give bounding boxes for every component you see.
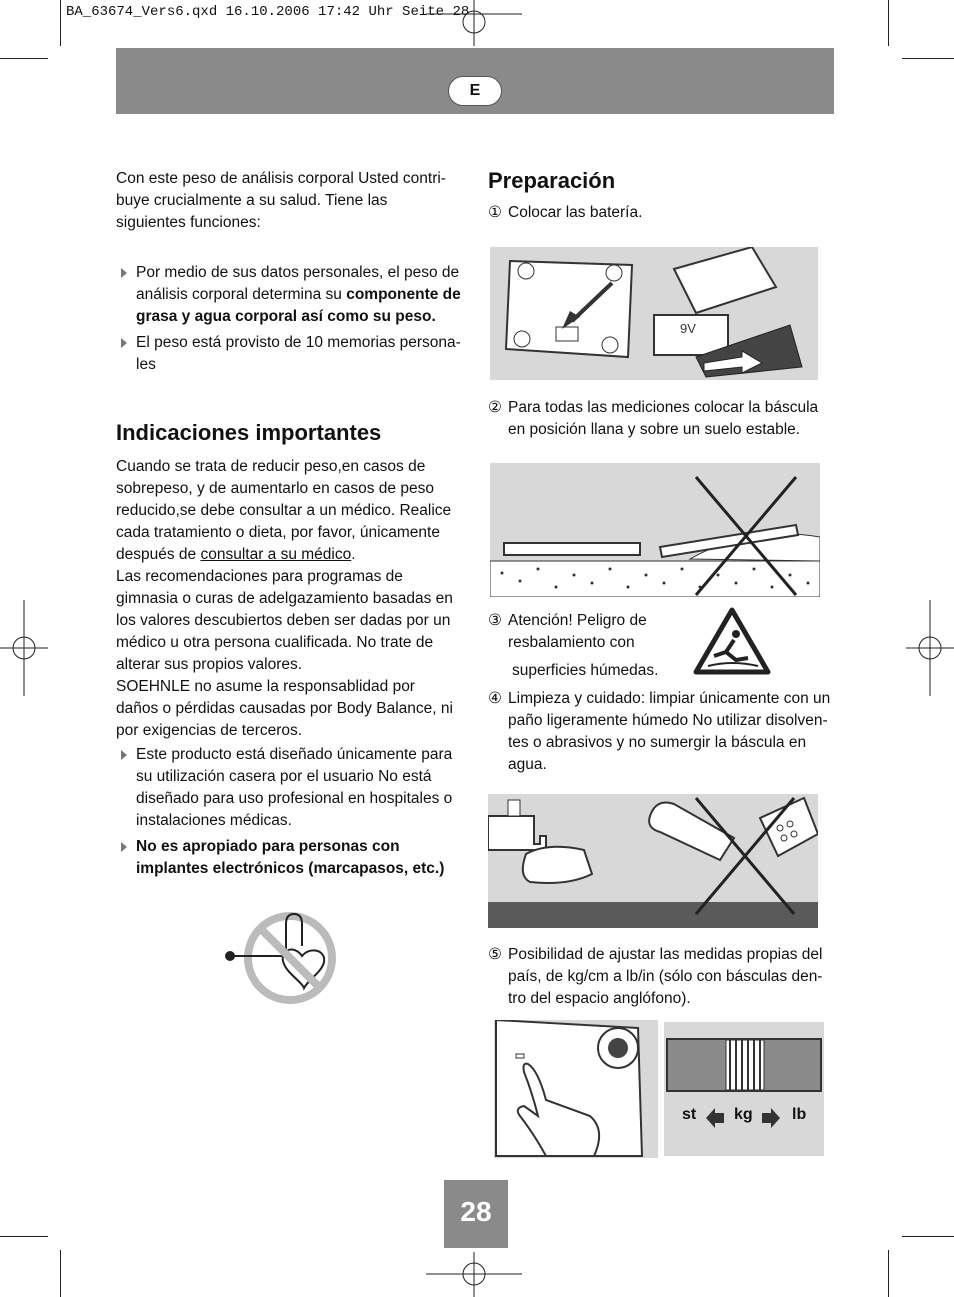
paragraph: Las recomendaciones para programas de gimnasia o curas de adelgazamiento basadas en los valores descubiertos deben ser dadas por un médico u otra persona cualificada. No trate de alterar sus propios valores. — [116, 568, 453, 673]
list-item: Este producto está diseñado únicamente para su utilización casera por el usuario No está diseñado para uso profesional en hospitales o instalaciones médicas. — [116, 744, 461, 832]
arrow-right-icon — [762, 1108, 780, 1128]
cleaning-illustration — [488, 794, 818, 928]
crop-mark — [0, 58, 48, 59]
crop-mark — [888, 1250, 889, 1297]
registration-mark-right — [906, 600, 954, 696]
indicaciones-section — [116, 420, 461, 884]
slippery-warning-icon — [692, 606, 772, 676]
crop-mark — [902, 58, 954, 59]
unit-kg: kg — [734, 1106, 753, 1123]
step-4-block — [488, 688, 833, 776]
step-3: ③ Atención! Peligro de resbalamiento con — [488, 612, 647, 651]
level-surface-illustration — [490, 463, 820, 597]
step-2: ② Para todas las mediciones colocar la báscula en posición llana y sobre un suelo estable. — [488, 399, 819, 438]
step-4: ④ Limpieza y cuidado: limpiar únicamente con un paño ligeramente húmedo No utilizar disolven-tes o abrasivos y no sumergir la báscula en agua. — [488, 690, 831, 773]
unit-lb: lb — [792, 1106, 807, 1123]
unit-switch-illustration — [494, 1020, 658, 1158]
crop-mark — [902, 1236, 954, 1237]
paragraph: SOEHNLE no asume la responsablidad por daños o pérdidas causadas por Body Balance, ni por exigencias de terceros. — [116, 678, 453, 739]
preparacion-section — [488, 168, 833, 224]
section-title: Indicaciones importantes — [116, 420, 382, 445]
language-badge: E — [448, 76, 502, 106]
crop-mark — [0, 1236, 48, 1237]
unit-display-panel — [664, 1022, 824, 1156]
battery-illustration — [490, 247, 818, 380]
step-2-block — [488, 397, 833, 441]
consult-doctor-text: consultar a su médico — [200, 546, 352, 563]
registration-mark-bottom — [426, 1252, 522, 1297]
list-item: No es apropiado para personas con implantes electrónicos (marcapasos, etc.) — [116, 836, 461, 880]
list-item: El peso está provisto de 10 memorias persona-les — [116, 332, 461, 376]
intro-section — [116, 168, 461, 380]
step-5-block — [488, 944, 833, 1010]
lcd-display — [666, 1038, 822, 1092]
step-3-block — [488, 610, 668, 682]
crop-mark — [60, 0, 61, 46]
crop-mark — [888, 0, 889, 46]
intro-text: Con este peso de análisis corporal Usted contri-buye crucialmente a su salud. Tiene las siguientes funciones: — [116, 170, 446, 231]
unit-st: st — [682, 1106, 697, 1123]
section-title: Preparación — [488, 168, 616, 193]
no-pacemaker-icon — [222, 908, 338, 1008]
list-item: Por medio de sus datos personales, el peso de análisis corporal determina su componente de grasa y agua corporal así como su peso. — [116, 262, 461, 328]
paragraph: Cuando se trata de reducir peso,en casos de sobrepeso, y de aumentarlo en casos de peso reducido,se debe consultar a un médico. Realice cada tratamiento o dieta, por favor, únicamente después de consultar a su médico. — [116, 458, 452, 563]
intro-bullets — [116, 262, 461, 376]
crop-mark — [60, 1250, 61, 1297]
arrow-left-icon — [706, 1108, 724, 1128]
registration-mark-left — [0, 600, 48, 696]
step-1: ① Colocar las batería. — [488, 204, 643, 221]
print-slug: BA_63674_Vers6.qxd 16.10.2006 17:42 Uhr Seite 28 — [66, 4, 470, 20]
warning-bullets — [116, 744, 461, 880]
battery-label: 9V — [680, 321, 696, 336]
step-5: ⑤ Posibilidad de ajustar las medidas propias del país, de kg/cm a lb/in (sólo con básculas den-tro del espacio anglófono). — [488, 946, 823, 1007]
step-3-continued: superficies húmedas. — [512, 662, 659, 679]
page-number: 28 — [444, 1180, 508, 1248]
